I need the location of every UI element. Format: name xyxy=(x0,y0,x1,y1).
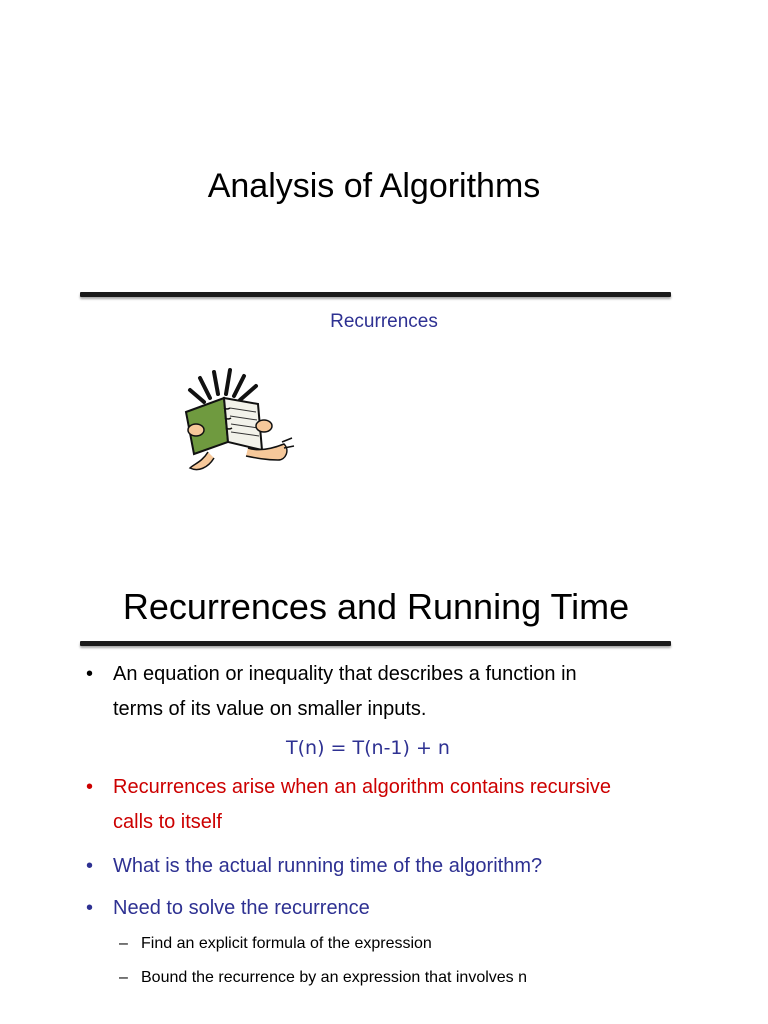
sub-bullet-marker: – xyxy=(119,935,128,952)
slide2-title: Recurrences and Running Time xyxy=(122,586,630,627)
sub-bullet-text: Find an explicit formula of the expression xyxy=(141,935,432,952)
bullet-text: terms of its value on smaller inputs. xyxy=(113,698,427,720)
bullet-text: An equation or inequality that describes a function in xyxy=(113,663,577,685)
bullet-marker: • xyxy=(86,897,94,919)
reading-book-character-icon xyxy=(178,368,298,474)
recurrence-formula: T(n) = T(n-1) + n xyxy=(286,737,450,759)
sub-bullet-text: Bound the recurrence by an expression that involves n xyxy=(141,969,528,986)
slide1-subtitle: Recurrences xyxy=(330,311,438,332)
bullet-marker: • xyxy=(86,855,94,877)
sub-bullet-marker: – xyxy=(119,969,128,986)
bullet-text: calls to itself xyxy=(113,811,222,833)
bullet-marker: • xyxy=(86,663,94,685)
slide1-title: Analysis of Algorithms xyxy=(207,167,541,205)
bullet-marker: • xyxy=(86,776,94,798)
bullet-text: What is the actual running time of the algorithm? xyxy=(113,855,543,877)
bullet-text: Recurrences arise when an algorithm contains recursive xyxy=(113,776,612,798)
bullet-text: Need to solve the recurrence xyxy=(113,897,370,919)
title-divider xyxy=(80,292,671,297)
title-divider xyxy=(80,641,671,646)
